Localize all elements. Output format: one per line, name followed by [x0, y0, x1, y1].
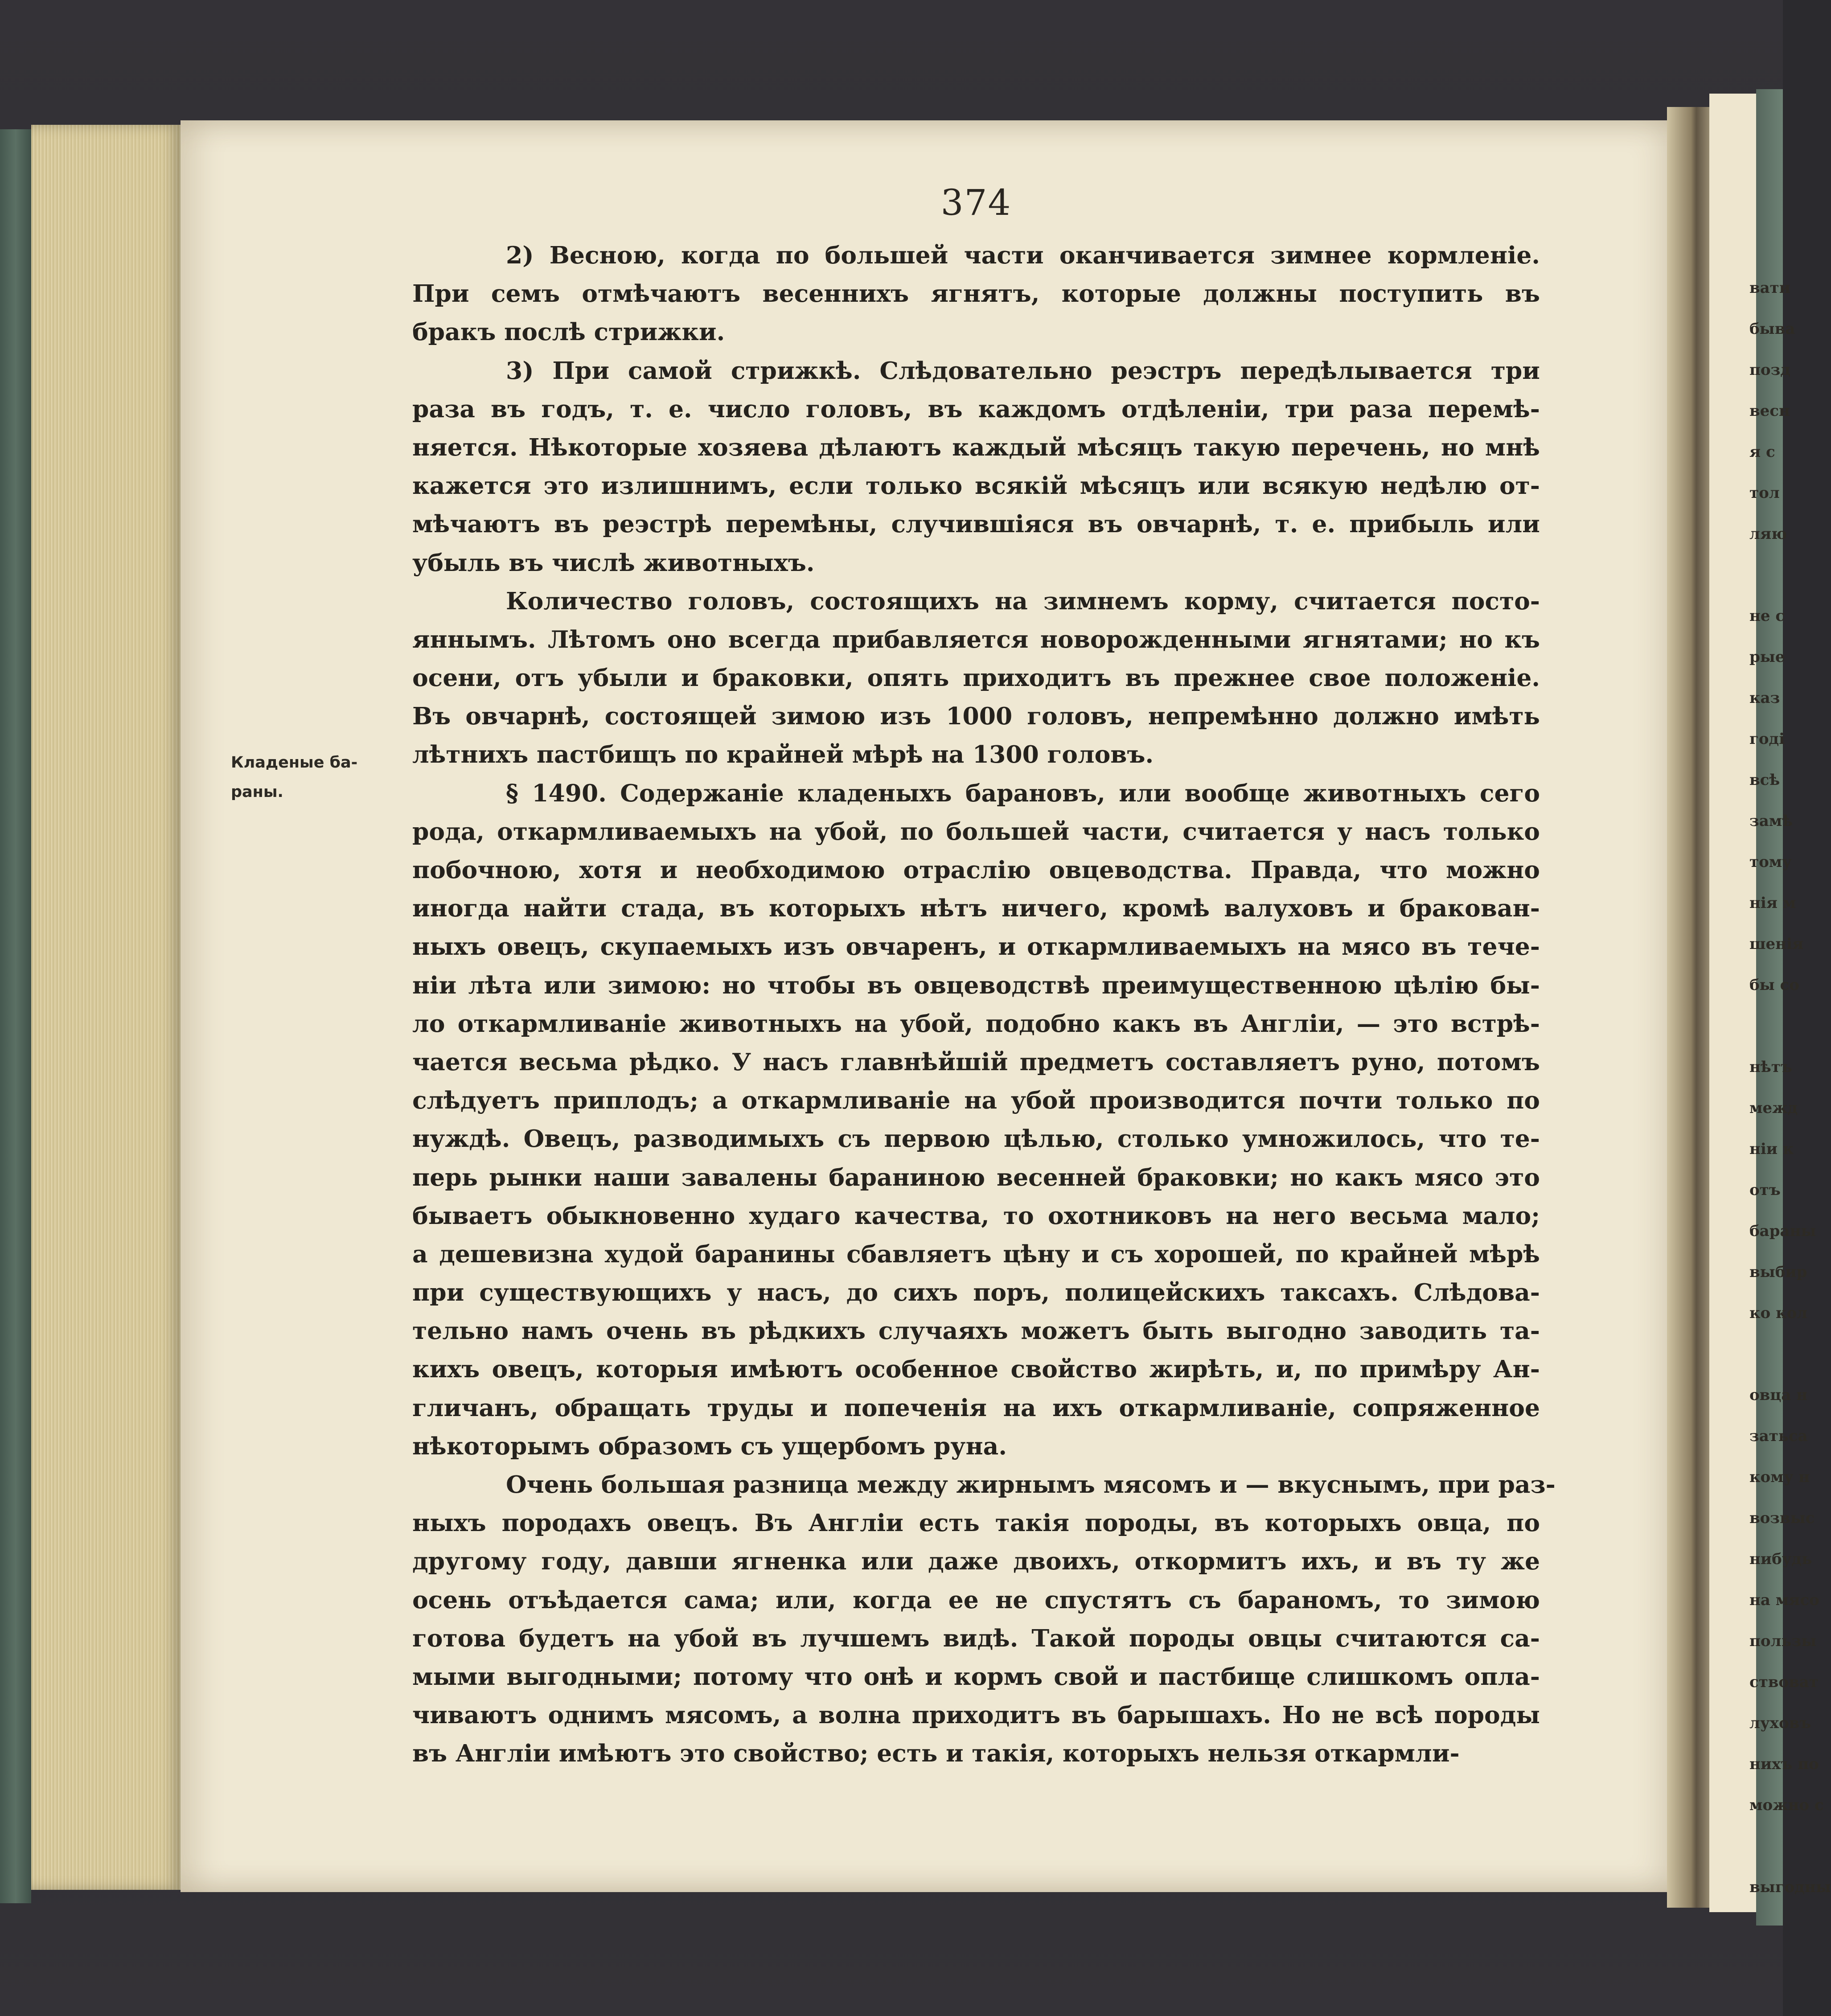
text-line: ныхъ породахъ овецъ. Въ Англіи есть такія породы, въ которыхъ овца, по — [412, 1509, 1540, 1537]
text-line: Въ овчарнѣ, состоящей зимою изъ 1000 головъ, непремѣнно должно имѣть — [412, 702, 1540, 731]
facing-page-text — [1749, 267, 1831, 1908]
text-line: слѣдуетъ приплодъ; а откармливаніе на убой производится почти только по — [412, 1086, 1540, 1115]
text-line: перь рынки наши завалены бараниною весенней браковки; но какъ мясо это — [412, 1163, 1540, 1191]
text-line: ло откармливаніе животныхъ на убой, подобно какъ въ Англіи, — это встрѣ- — [412, 1009, 1540, 1038]
facing-page-line: возвыс — [1749, 1509, 1815, 1527]
facing-page-line: овца н — [1749, 1386, 1808, 1404]
margin-note-line: Кладеные ба- — [231, 754, 358, 772]
text-line: Очень большая разница между жирнымъ мясомъ и — вкуснымъ, при раз- — [506, 1470, 1556, 1499]
text-line: чиваютъ однимъ мясомъ, а волна приходитъ въ барышахъ. Но не всѣ породы — [412, 1701, 1540, 1729]
facing-page-line: рые — [1749, 648, 1785, 666]
text-line: осень отъѣдается сама; или, когда ее не спустятъ съ бараномъ, то зимою — [412, 1585, 1540, 1614]
text-line: кажется это излишнимъ, если только всякій мѣсяцъ или всякую недѣлю от- — [412, 472, 1540, 500]
text-line: при существующихъ у насъ, до сихъ поръ, полицейскихъ таксахъ. Слѣдова- — [412, 1278, 1540, 1307]
text-line: нѣкоторымъ образомъ съ ущербомъ руна. — [412, 1432, 1007, 1460]
facing-page-line: кому н — [1749, 1468, 1810, 1486]
text-line: ніи лѣта или зимою: но чтобы въ овцеводствѣ преимущественною цѣлію бы- — [412, 971, 1540, 999]
text-line: бываетъ обыкновенно худаго качества, то охотниковъ на него весьма мало; — [412, 1201, 1540, 1230]
page-edges — [31, 125, 183, 1890]
facing-page-line: тому — [1749, 853, 1792, 871]
facing-page-line: вати — [1749, 279, 1790, 297]
text-line: иногда найти стада, въ которыхъ нѣтъ ничего, кромѣ валуховъ и бракован- — [412, 894, 1540, 923]
facing-page-line: можно с — [1749, 1796, 1824, 1814]
facing-page-line: замѣ — [1749, 812, 1793, 830]
text-line: гличанъ, обращать труды и попеченія на ихъ откармливаніе, сопряженное — [412, 1393, 1540, 1422]
text-line: При семъ отмѣчаютъ весеннихъ ягнятъ, которые должны поступить въ — [412, 279, 1540, 308]
facing-page-line: пользы — [1749, 1632, 1817, 1650]
text-line: убыль въ числѣ животныхъ. — [412, 548, 815, 577]
text-line: готова будетъ на убой въ лучшемъ видѣ. Такой породы овцы считаются са- — [412, 1624, 1540, 1652]
text-line: Количество головъ, состоящихъ на зимнемъ корму, считается посто- — [506, 587, 1540, 615]
facing-page-line: быва — [1749, 320, 1795, 338]
facing-page-line: бы со — [1749, 976, 1799, 994]
facing-page-line: ляю — [1749, 525, 1787, 543]
body-text — [412, 236, 1556, 1773]
facing-page-line: бараны — [1749, 1222, 1816, 1240]
text-line: бракъ послѣ стрижки. — [412, 318, 725, 346]
facing-page-line: затьса — [1749, 1427, 1808, 1445]
text-line: чается весьма рѣдко. У насъ главнѣйшій предметъ составляетъ руно, потомъ — [412, 1047, 1540, 1076]
text-line: нуждѣ. Овецъ, разводимыхъ съ первою цѣлью, столько умножилось, что те- — [412, 1125, 1540, 1153]
facing-page-line: не с — [1749, 607, 1785, 625]
facing-page-line: нибудь — [1749, 1550, 1812, 1568]
facing-page-line: выгодны — [1749, 1878, 1831, 1896]
facing-page-line: выбир — [1749, 1263, 1807, 1281]
facing-page-line: межд — [1749, 1099, 1798, 1117]
text-line: § 1490. Содержаніе кладеныхъ барановъ, или вообще животныхъ сего — [506, 779, 1540, 807]
facing-page-line: ствоват — [1749, 1673, 1819, 1691]
text-line: ныхъ овецъ, скупаемыхъ изъ овчаренъ, и откармливаемыхъ на мясо въ тече- — [412, 932, 1540, 961]
book-cover-left — [0, 129, 31, 1903]
facing-page-line: нихъ по — [1749, 1755, 1819, 1773]
facing-page-line: луховъ — [1749, 1714, 1811, 1732]
text-line: побочною, хотя и необходимою отраслію овцеводства. Правда, что можно — [412, 856, 1540, 884]
margin-note-line: раны. — [231, 783, 283, 801]
facing-page-line: отъ — [1749, 1181, 1781, 1199]
facing-page-line: всѣ — [1749, 771, 1780, 789]
text-line: другому году, давши ягненка или даже двоихъ, откормитъ ихъ, и въ ту же — [412, 1547, 1540, 1576]
facing-page-line — [1749, 1334, 1794, 1375]
text-line: яннымъ. Лѣтомъ оно всегда прибавляется новорожденными ягнятами; но къ — [412, 625, 1540, 653]
facing-page-line: ніи к — [1749, 1140, 1794, 1158]
facing-page-line: весн — [1749, 402, 1790, 420]
facing-page-line: я с — [1749, 443, 1775, 461]
facing-page-line: каз — [1749, 689, 1780, 707]
text-line: рода, откармливаемыхъ на убой, по большей части, считается у насъ только — [412, 817, 1540, 846]
facing-page-line: нія м — [1749, 894, 1796, 912]
page-number: 374 — [940, 182, 1012, 223]
facing-page-line: на мясо — [1749, 1591, 1819, 1609]
facing-page-line: нѣтъ — [1749, 1058, 1792, 1076]
text-line: осени, отъ убыли и браковки, опять приходитъ въ прежнее свое положеніе. — [412, 664, 1540, 692]
facing-page-line — [1749, 1826, 1794, 1867]
facing-page-line: годі — [1749, 730, 1785, 748]
text-line: тельно намъ очень въ рѣдкихъ случаяхъ можетъ быть выгодно заводить та- — [412, 1317, 1540, 1345]
facing-page-line: тол — [1749, 484, 1780, 502]
text-line: кихъ овецъ, которыя имѣютъ особенное свойство жирѣть, и, по примѣру Ан- — [412, 1355, 1540, 1384]
margin-note — [231, 748, 418, 807]
facing-page-line — [1749, 554, 1794, 595]
text-line: мѣчаютъ въ реэстрѣ перемѣны, случившіяся въ овчарнѣ, т. е. прибыль или — [412, 510, 1540, 538]
facing-page-line: позд — [1749, 361, 1790, 379]
text-line: раза въ годъ, т. е. число головъ, въ каждомъ отдѣленіи, три раза перемѣ- — [412, 394, 1540, 423]
text-line: въ Англіи имѣютъ это свойство; есть и такія, которыхъ нельзя откармли- — [412, 1739, 1460, 1768]
text-line: мыми выгодными; потому что онѣ и кормъ свой и пастбище слишкомъ опла- — [412, 1662, 1540, 1691]
text-line: 2) Весною, когда по большей части оканчивается зимнее кормленіе. — [506, 241, 1540, 269]
facing-page-line — [1749, 1006, 1794, 1047]
text-line: а дешевизна худой баранины сбавляетъ цѣну и съ хорошей, по крайней мѣрѣ — [412, 1240, 1540, 1268]
text-line: 3) При самой стрижкѣ. Слѣдовательно реэстръ передѣлывается три — [506, 356, 1540, 385]
text-line: лѣтнихъ пастбищъ по крайней мѣрѣ на 1300 головъ. — [412, 740, 1154, 769]
facing-page-line: шенія — [1749, 935, 1804, 953]
facing-page-line: ко кол — [1749, 1304, 1808, 1322]
text-line: няется. Нѣкоторые хозяева дѣлаютъ каждый мѣсяцъ такую перечень, но мнѣ — [412, 433, 1540, 461]
